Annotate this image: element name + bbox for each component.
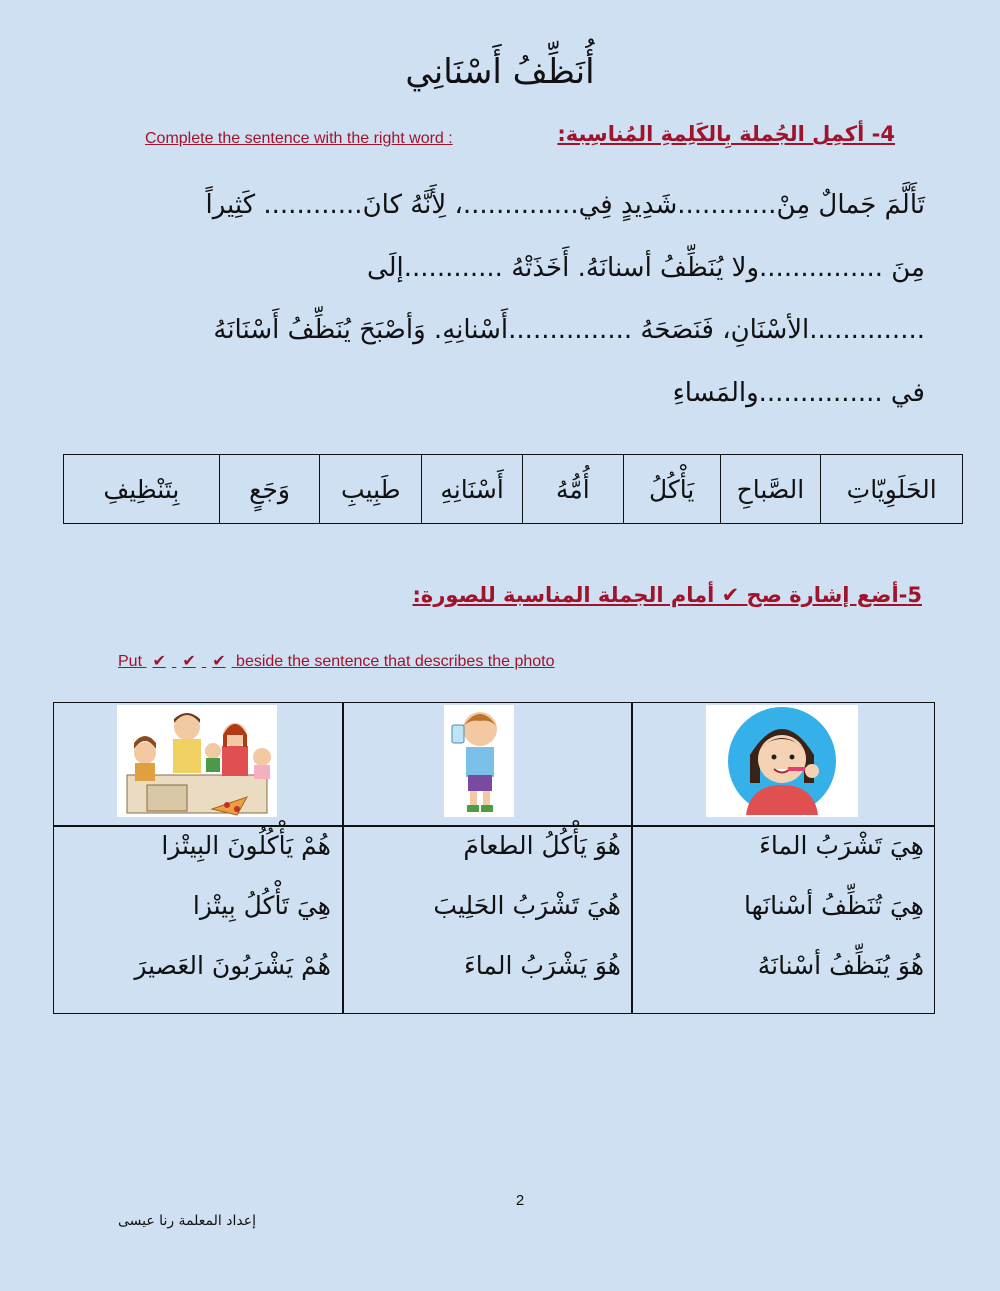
paragraph-line-2: مِنَ ...............ولا يُنَظِّفُ أسنانَهُ. أَخَذَتْهُ ............إلَى (366, 253, 925, 283)
section4-instruction-english: Complete the sentence with the right word : (145, 130, 453, 147)
word-bank-cell: بِتَنْظِيفِ (103, 474, 180, 504)
check-mark-icon: ✔ (182, 651, 196, 670)
word-bank-cell: الصَّباحِ (720, 455, 821, 523)
section5-instruction-english (118, 651, 555, 671)
page-number: 2 (515, 1192, 525, 1209)
instruction-put-label: Put (118, 653, 143, 670)
family-eating-pizza-image (117, 705, 277, 817)
word-bank-cell: الحَلَوِيّاتِ (820, 455, 962, 523)
option-family-3[interactable]: هُمْ يَشْرَبُونَ العَصيرَ (134, 951, 331, 980)
paragraph-line-3: ..............الأسْنَانِ، فَنَصَحَهُ ...............أَسْنانِهِ. وَأصْبَحَ يُنَظِّفُ أَسْنَانَهُ (213, 315, 925, 345)
word-bank-cell: أُمُّهُ (522, 455, 623, 523)
instruction-rest-label: beside the sentence that describes the photo (236, 653, 555, 670)
option-girl-1[interactable]: هِيَ تَشْرَبُ الماءَ (759, 831, 924, 860)
picture-sentence-table (53, 702, 935, 1014)
check-mark-icon: ✔ (212, 651, 226, 670)
option-boy-1[interactable]: هُوَ يَأْكُلُ الطعامَ (463, 831, 621, 860)
section4-instruction-arabic: 4- أكمِل الجُملة بِالكَلِمةِ المُناسِبة: (557, 122, 895, 146)
option-family-1[interactable]: هُمْ يَأْكُلُونَ البِيتْزا (161, 831, 331, 860)
option-girl-2[interactable]: هِيَ تُنَظِّفُ أسْنانَها (744, 891, 924, 920)
option-girl-3[interactable]: هُوَ يُنَظِّفُ أسْنانَهُ (757, 951, 924, 980)
paragraph-line-4: في ...............والمَساءِ (672, 378, 925, 408)
option-boy-2[interactable]: هُيَ تَشْرَبُ الحَلِيبَ (433, 891, 621, 920)
word-bank-cell: أَسْنَانِهِ (421, 455, 522, 523)
option-boy-3[interactable]: هُوَ يَشْرَبُ الماءَ (464, 951, 621, 980)
section5-instruction-arabic: 5-أضع إشارة صح ✔ أمام الجملة المناسبة للصورة: (412, 583, 922, 607)
author-credit: إعداد المعلمة رنا عيسى (118, 1213, 256, 1229)
word-bank-cell: وَجَعٍ (219, 455, 320, 523)
word-bank-cell: طَبِيبِ (319, 455, 421, 523)
page-title: أُنَظِّفُ أَسْنَانِي (405, 52, 595, 92)
girl-brushing-teeth-image (706, 705, 858, 817)
paragraph-line-1: تَأَلَّمَ جَمالٌ مِنْ............شَدِيدٍ فِي..............، لِأَنَّهُ كانَ............ كَثِيراً (205, 190, 925, 220)
word-bank-cell: يَأْكُلُ (623, 455, 720, 523)
option-family-2[interactable]: هِيَ تَأْكُلُ بِيتْزا (192, 891, 331, 920)
word-bank-table (63, 454, 963, 524)
check-mark-icon: ✔ (152, 651, 166, 670)
boy-drinking-water-image (444, 705, 514, 817)
